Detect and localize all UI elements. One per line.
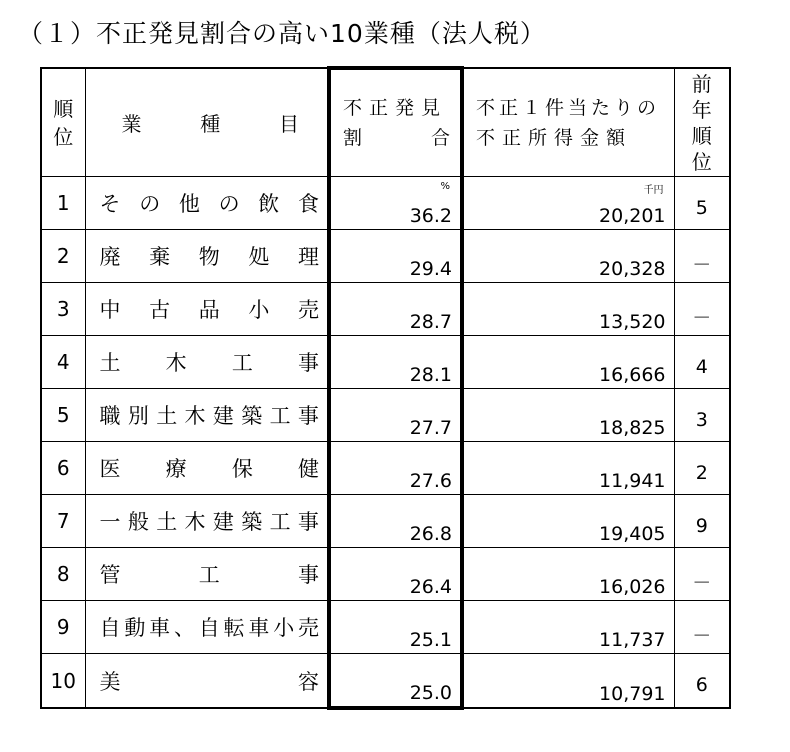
rank-cell bbox=[41, 442, 85, 495]
industry-char: 一 bbox=[99, 510, 121, 534]
rate-cell bbox=[329, 283, 462, 336]
table-row bbox=[41, 495, 730, 548]
prev-rank-cell bbox=[674, 336, 730, 389]
industry-char: 工 bbox=[231, 351, 253, 375]
industry-char: 小 bbox=[273, 616, 295, 640]
table-row bbox=[41, 654, 730, 709]
rate-value: 25.0 bbox=[409, 682, 452, 704]
industry-char: そ bbox=[99, 192, 121, 216]
industry-char: 廃 bbox=[99, 245, 121, 269]
industry-char: 工 bbox=[269, 510, 291, 534]
header-row bbox=[41, 68, 730, 177]
prev-rank-value: 4 bbox=[695, 356, 708, 378]
industry-char: 自 bbox=[99, 616, 121, 640]
header-rank-char: 位 bbox=[53, 124, 74, 149]
header-rate-line1: 不正発見 bbox=[343, 97, 448, 119]
rate-cell bbox=[329, 495, 462, 548]
industry-char: 管 bbox=[99, 563, 121, 587]
industry-char: 木 bbox=[184, 404, 206, 428]
industry-char: 建 bbox=[212, 404, 234, 428]
rank-value: 1 bbox=[56, 191, 70, 215]
amount-value: 20,328 bbox=[599, 258, 666, 280]
industry-char: 車 bbox=[149, 616, 171, 640]
header-prev-char: 位 bbox=[691, 149, 712, 174]
header-rate-char: 割 bbox=[343, 127, 363, 149]
header-industry-char: 目 bbox=[279, 112, 299, 136]
industry-char: 容 bbox=[298, 669, 319, 694]
prev-rank-value: － bbox=[692, 572, 712, 594]
header-amount-line2: 不正所得金額 bbox=[476, 126, 633, 149]
industry-char: 土 bbox=[99, 351, 121, 375]
industry-cell bbox=[85, 177, 329, 230]
table-row bbox=[41, 283, 730, 336]
industry-char: 小 bbox=[248, 298, 270, 322]
rate-value: 27.7 bbox=[409, 417, 452, 439]
prev-rank-cell bbox=[674, 389, 730, 442]
industry-char: 土 bbox=[156, 510, 178, 534]
amount-cell bbox=[462, 283, 674, 336]
rate-value: 28.7 bbox=[409, 311, 452, 333]
industry-char: 、 bbox=[173, 616, 195, 640]
industry-char: 品 bbox=[198, 298, 220, 322]
rate-cell bbox=[329, 548, 462, 601]
rank-cell bbox=[41, 601, 85, 654]
industry-cell bbox=[85, 336, 329, 389]
amount-value: 20,201 bbox=[599, 205, 666, 227]
industry-cell bbox=[85, 442, 329, 495]
amount-cell bbox=[462, 495, 674, 548]
rate-unit: % bbox=[440, 181, 450, 192]
rank-value: 4 bbox=[56, 350, 70, 374]
rate-cell bbox=[329, 442, 462, 495]
amount-value: 11,737 bbox=[599, 629, 666, 651]
industry-cell bbox=[85, 230, 329, 283]
industry-char: 車 bbox=[248, 616, 270, 640]
industry-char: 事 bbox=[297, 351, 319, 375]
prev-rank-cell bbox=[674, 495, 730, 548]
prev-rank-value: 6 bbox=[695, 674, 708, 696]
prev-rank-value: － bbox=[692, 254, 712, 276]
rank-value: 7 bbox=[56, 509, 70, 533]
industry-char: 物 bbox=[198, 245, 220, 269]
header-amount-line1: 不正１件当たりの bbox=[476, 96, 661, 119]
rate-cell bbox=[329, 654, 462, 709]
industry-char: 築 bbox=[241, 510, 263, 534]
prev-rank-cell bbox=[674, 654, 730, 709]
table-row bbox=[41, 389, 730, 442]
industry-char: 土 bbox=[156, 404, 178, 428]
prev-rank-value: － bbox=[692, 625, 712, 647]
amount-value: 10,791 bbox=[599, 683, 666, 705]
header-prev-char: 順 bbox=[691, 123, 712, 148]
industry-char: 保 bbox=[231, 457, 253, 481]
industry-char: 医 bbox=[99, 457, 121, 481]
prev-rank-value: 3 bbox=[695, 409, 708, 431]
rate-value: 29.4 bbox=[409, 258, 452, 280]
rank-value: 2 bbox=[56, 244, 70, 268]
industry-cell bbox=[85, 495, 329, 548]
industry-char: 療 bbox=[165, 457, 187, 481]
rate-cell bbox=[329, 177, 462, 230]
industry-cell bbox=[85, 548, 329, 601]
amount-value: 16,026 bbox=[599, 576, 666, 598]
industry-char: 事 bbox=[297, 510, 319, 534]
page-title: （１）不正発見割合の高い10業種（法人税） bbox=[18, 19, 546, 48]
prev-rank-value: 2 bbox=[695, 462, 708, 484]
header-prev-rank bbox=[674, 68, 730, 177]
industry-char: 木 bbox=[165, 351, 187, 375]
industry-cell bbox=[85, 283, 329, 336]
rank-cell bbox=[41, 654, 85, 709]
header-rank-char: 順 bbox=[53, 96, 74, 121]
table-row bbox=[41, 177, 730, 230]
table-row bbox=[41, 601, 730, 654]
industry-char: 古 bbox=[149, 298, 171, 322]
amount-unit: 千円 bbox=[643, 185, 664, 196]
industry-char: 転 bbox=[223, 616, 245, 640]
prev-rank-value: 9 bbox=[695, 515, 708, 537]
industry-char: 飲 bbox=[258, 192, 280, 216]
amount-value: 19,405 bbox=[599, 523, 666, 545]
rate-cell bbox=[329, 230, 462, 283]
industry-char: 他 bbox=[178, 192, 200, 216]
amount-value: 18,825 bbox=[599, 417, 666, 439]
header-rate bbox=[329, 68, 462, 177]
industry-cell bbox=[85, 389, 329, 442]
prev-rank-value: 5 bbox=[695, 197, 708, 219]
industry-char: 職 bbox=[99, 404, 121, 428]
industry-char: 美 bbox=[99, 669, 121, 694]
rate-cell bbox=[329, 336, 462, 389]
amount-cell bbox=[462, 230, 674, 283]
prev-rank-value: － bbox=[692, 307, 712, 329]
industry-char: 動 bbox=[124, 616, 146, 640]
rate-value: 28.1 bbox=[409, 364, 452, 386]
amount-value: 13,520 bbox=[599, 311, 666, 333]
amount-value: 11,941 bbox=[599, 470, 666, 492]
rate-cell bbox=[329, 389, 462, 442]
rate-value: 25.1 bbox=[409, 629, 452, 651]
rank-cell bbox=[41, 283, 85, 336]
amount-value: 16,666 bbox=[599, 364, 666, 386]
rate-cell bbox=[329, 601, 462, 654]
amount-cell bbox=[462, 177, 674, 230]
header-industry-char: 種 bbox=[200, 112, 221, 136]
header-industry-char: 業 bbox=[121, 112, 142, 136]
amount-cell bbox=[462, 442, 674, 495]
table-row bbox=[41, 548, 730, 601]
amount-cell bbox=[462, 548, 674, 601]
rank-value: 8 bbox=[56, 562, 70, 586]
industry-char: 別 bbox=[127, 404, 149, 428]
rank-cell bbox=[41, 230, 85, 283]
table-row bbox=[41, 230, 730, 283]
rate-value: 26.8 bbox=[409, 523, 452, 545]
amount-cell bbox=[462, 601, 674, 654]
amount-cell bbox=[462, 654, 674, 709]
amount-cell bbox=[462, 336, 674, 389]
rank-cell bbox=[41, 177, 85, 230]
industry-char: 般 bbox=[127, 510, 149, 534]
rank-cell bbox=[41, 389, 85, 442]
industry-cell bbox=[85, 601, 329, 654]
industry-char: 建 bbox=[212, 510, 234, 534]
prev-rank-cell bbox=[674, 601, 730, 654]
header-amount bbox=[462, 68, 674, 177]
industry-char: の bbox=[218, 192, 240, 216]
rate-value: 26.4 bbox=[409, 576, 452, 598]
prev-rank-cell bbox=[674, 177, 730, 230]
industry-char: 理 bbox=[298, 245, 319, 269]
prev-rank-cell bbox=[674, 283, 730, 336]
rank-value: 5 bbox=[56, 403, 70, 427]
rank-cell bbox=[41, 495, 85, 548]
rank-value: 9 bbox=[56, 615, 70, 639]
rank-value: 3 bbox=[56, 297, 70, 321]
industry-char: 木 bbox=[184, 510, 206, 534]
rate-value: 27.6 bbox=[409, 470, 452, 492]
industry-char: 工 bbox=[269, 404, 291, 428]
industry-char: 食 bbox=[297, 192, 319, 216]
industry-cell bbox=[85, 654, 329, 709]
industry-char: の bbox=[139, 192, 161, 216]
header-rate-char: 合 bbox=[430, 127, 450, 149]
industry-char: 棄 bbox=[149, 245, 171, 269]
industry-char: 事 bbox=[298, 563, 319, 587]
industry-char: 中 bbox=[99, 298, 121, 322]
rank-cell bbox=[41, 548, 85, 601]
rank-value: 6 bbox=[56, 456, 70, 480]
industry-char: 自 bbox=[198, 616, 220, 640]
industry-char: 工 bbox=[198, 563, 220, 587]
rank-value: 10 bbox=[50, 668, 76, 693]
table-row bbox=[41, 442, 730, 495]
prev-rank-cell bbox=[674, 230, 730, 283]
industry-char: 売 bbox=[298, 298, 319, 322]
header-rank bbox=[41, 68, 85, 177]
prev-rank-cell bbox=[674, 548, 730, 601]
table-row bbox=[41, 336, 730, 389]
industry-char: 処 bbox=[248, 245, 270, 269]
rank-cell bbox=[41, 336, 85, 389]
industry-char: 健 bbox=[297, 457, 319, 481]
header-prev-char: 年 bbox=[691, 97, 712, 122]
industry-char: 事 bbox=[297, 404, 319, 428]
industry-char: 売 bbox=[298, 616, 319, 640]
rate-value: 36.2 bbox=[409, 205, 452, 227]
header-prev-char: 前 bbox=[691, 71, 712, 96]
amount-cell bbox=[462, 389, 674, 442]
ranking-table bbox=[40, 66, 731, 710]
header-industry bbox=[85, 68, 329, 177]
prev-rank-cell bbox=[674, 442, 730, 495]
industry-char: 築 bbox=[241, 404, 263, 428]
